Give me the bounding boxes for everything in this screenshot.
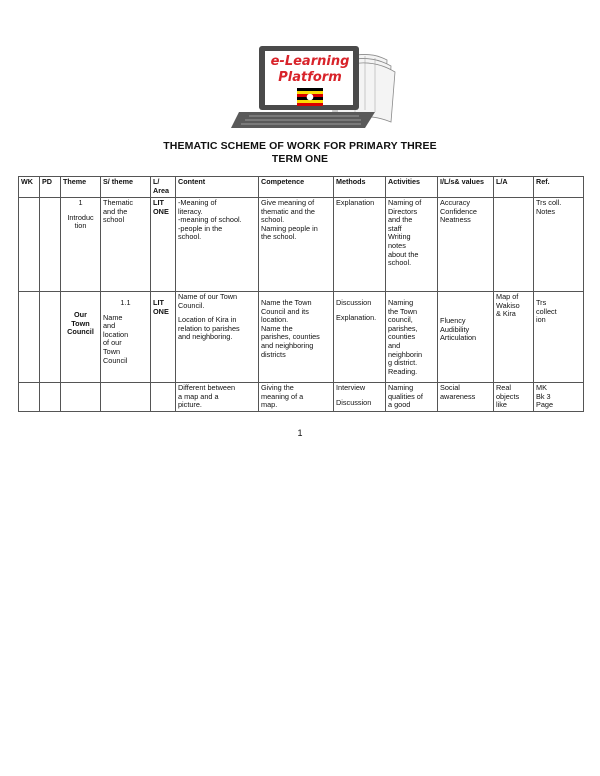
text-line: Council. (178, 300, 205, 310)
text-line: Name (103, 312, 123, 322)
cell-content (176, 383, 259, 412)
text-line: -meaning of school. (178, 215, 242, 225)
text-line: Council and its (261, 306, 309, 316)
text-line: Explanation. (336, 312, 377, 322)
text-line: Neatness (440, 215, 471, 225)
text-line: Thematic (103, 198, 134, 207)
text-line: Naming (388, 298, 414, 307)
text-line: tion (74, 221, 87, 231)
text-line: Real (496, 383, 512, 392)
text-line: Naming of (388, 198, 422, 207)
text-line: Location of Kira in (178, 315, 237, 325)
text-line: and (388, 340, 401, 350)
cell-learning-area (151, 292, 176, 383)
text-line: Trs (536, 298, 547, 307)
text-line: Name the (261, 323, 293, 333)
cell-competence (259, 383, 334, 412)
cell-methods (334, 383, 386, 412)
text-line: Our (74, 310, 87, 319)
cell-methods (334, 292, 386, 383)
text-line: Trs coll. (536, 198, 562, 207)
text-line: Accuracy (440, 198, 471, 207)
text-line: Writing (388, 232, 411, 242)
header-learning-area: L/ Area (151, 177, 176, 198)
text-line: Directors (388, 206, 418, 216)
table-row (19, 198, 584, 292)
cell-theme (61, 198, 101, 292)
header-learning-aids: L/A (494, 177, 534, 198)
text-line: a good (388, 400, 411, 410)
text-line: a map and a (178, 391, 219, 401)
text-line: ONE (153, 206, 169, 216)
table-row (19, 383, 584, 412)
text-line: parishes, counties (261, 332, 320, 342)
text-line: & Kira (496, 309, 516, 319)
text-line: Discussion (336, 397, 372, 407)
cell-learning-area (151, 383, 176, 412)
cell-activities (386, 383, 438, 412)
cell-wk (19, 198, 40, 292)
cell-sub-theme (101, 383, 151, 412)
text-line: Page (536, 400, 554, 410)
cell-methods (334, 198, 386, 292)
text-line: Naming (388, 383, 414, 392)
header-activities: Activities (386, 177, 438, 198)
header-reference: Ref. (534, 177, 584, 198)
text-line: awareness (440, 391, 476, 401)
text-line: Introduc (67, 212, 94, 222)
document-title: THEMATIC SCHEME OF WORK FOR PRIMARY THREE (163, 140, 437, 152)
cell-theme (61, 292, 101, 383)
text-line: council, (388, 315, 413, 325)
text-line: picture. (178, 400, 202, 410)
page-number: 1 (297, 428, 303, 438)
text-line: ion (536, 315, 546, 325)
text-line: school. (261, 215, 285, 225)
text-line: Bk 3 (536, 391, 551, 401)
text-line: location (103, 329, 129, 339)
text-line: Different between (178, 383, 236, 392)
text-line: collect (536, 306, 557, 316)
cell-theme (61, 383, 101, 412)
text-line: literacy. (178, 206, 203, 216)
cell-activities (386, 292, 438, 383)
elearning-platform-logo (215, 42, 405, 132)
text-line: thematic and the (261, 206, 315, 216)
text-line: notes (388, 240, 406, 250)
cell-learning-aids (494, 383, 534, 412)
text-line: school (103, 215, 125, 225)
text-line: Confidence (440, 206, 477, 216)
cell-reference (534, 383, 584, 412)
cell-learning-aids (494, 292, 534, 383)
text-line: location. (261, 315, 289, 325)
cell-content (176, 292, 259, 383)
header-content: Content (176, 177, 259, 198)
text-line: Town (71, 318, 90, 328)
text-line: Wakiso (496, 300, 520, 310)
text-line: Council (103, 355, 128, 365)
term-title: TERM ONE (271, 153, 329, 165)
cell-competence (259, 292, 334, 383)
text-line: and the (388, 215, 413, 225)
logo-text-line2: Platform (278, 70, 342, 85)
text-line: Social (440, 383, 460, 392)
text-line: Notes (536, 206, 556, 216)
text-line: Name of our Town (178, 292, 238, 301)
header-values: I/L/s& values (438, 177, 494, 198)
cell-competence (259, 198, 334, 292)
cell-pd (40, 292, 61, 383)
text-line: Name the Town (261, 298, 312, 307)
text-line: of our (103, 338, 122, 348)
text-line: meaning of a (261, 391, 304, 401)
cell-content (176, 198, 259, 292)
text-line: school. (178, 232, 202, 242)
text-line: Discussion (336, 298, 372, 307)
text-line: and (103, 321, 116, 331)
text-line: Council (67, 327, 94, 337)
text-line: LIT (153, 298, 164, 307)
text-line: map. (261, 400, 278, 410)
cell-values (438, 198, 494, 292)
cell-pd (40, 198, 61, 292)
text-line: MK (536, 383, 547, 392)
text-line: Map of (496, 292, 519, 301)
cell-wk (19, 383, 40, 412)
header-theme: Theme (61, 177, 101, 198)
text-line: Give meaning of (261, 198, 315, 207)
text-line: Naming people in (261, 223, 318, 233)
table-row (19, 292, 584, 383)
text-line: Articulation (440, 333, 477, 343)
text-line: counties (388, 332, 416, 342)
cell-sub-theme (101, 198, 151, 292)
text-line: parishes, (388, 323, 418, 333)
text-line: Giving the (261, 383, 294, 392)
cell-learning-aids (494, 198, 534, 292)
logo-text-line1: e-Learning (270, 54, 350, 69)
text-line: Explanation (336, 198, 375, 207)
text-line: ONE (153, 306, 169, 316)
header-sub-theme: S/ theme (101, 177, 151, 198)
text-line: and neighboring. (178, 332, 233, 342)
text-line: the school. (261, 232, 297, 242)
text-line: neighborin (388, 349, 423, 359)
text-line: Interview (336, 383, 366, 392)
cell-activities (386, 198, 438, 292)
cell-learning-area (151, 198, 176, 292)
header-wk: WK (19, 177, 40, 198)
cell-values (438, 383, 494, 412)
header-pd: PD (40, 177, 61, 198)
text-line: Reading. (388, 366, 418, 376)
text-line: 1 (78, 198, 83, 207)
laptop-with-book-icon (215, 42, 405, 132)
header-competence: Competence (259, 177, 334, 198)
text-line: staff (388, 223, 402, 233)
text-line: relation to parishes (178, 323, 240, 333)
text-line: g district. (388, 358, 418, 368)
text-line: 1.1 (120, 298, 131, 307)
scheme-of-work-table (18, 176, 584, 412)
cell-values (438, 292, 494, 383)
text-line: -people in the (178, 223, 223, 233)
text-line: about the (388, 249, 419, 259)
text-line: objects (496, 391, 520, 401)
text-line: -Meaning of (178, 198, 217, 207)
text-line: qualities of (388, 391, 423, 401)
text-line: and neighboring (261, 340, 314, 350)
text-line: Audibility (440, 324, 470, 334)
cell-pd (40, 383, 61, 412)
text-line: Fluency (440, 316, 466, 325)
header-methods: Methods (334, 177, 386, 198)
text-line: school. (388, 258, 412, 268)
text-line: like (496, 400, 507, 410)
text-line: districts (261, 349, 286, 359)
uganda-flag-icon (297, 88, 323, 106)
cell-reference (534, 198, 584, 292)
cell-wk (19, 292, 40, 383)
table-header-row (19, 177, 584, 198)
cell-reference (534, 292, 584, 383)
cell-sub-theme (101, 292, 151, 383)
text-line: the Town (388, 306, 418, 316)
text-line: and the (103, 206, 128, 216)
text-line: Town (103, 346, 121, 356)
text-line: LIT (153, 198, 164, 207)
